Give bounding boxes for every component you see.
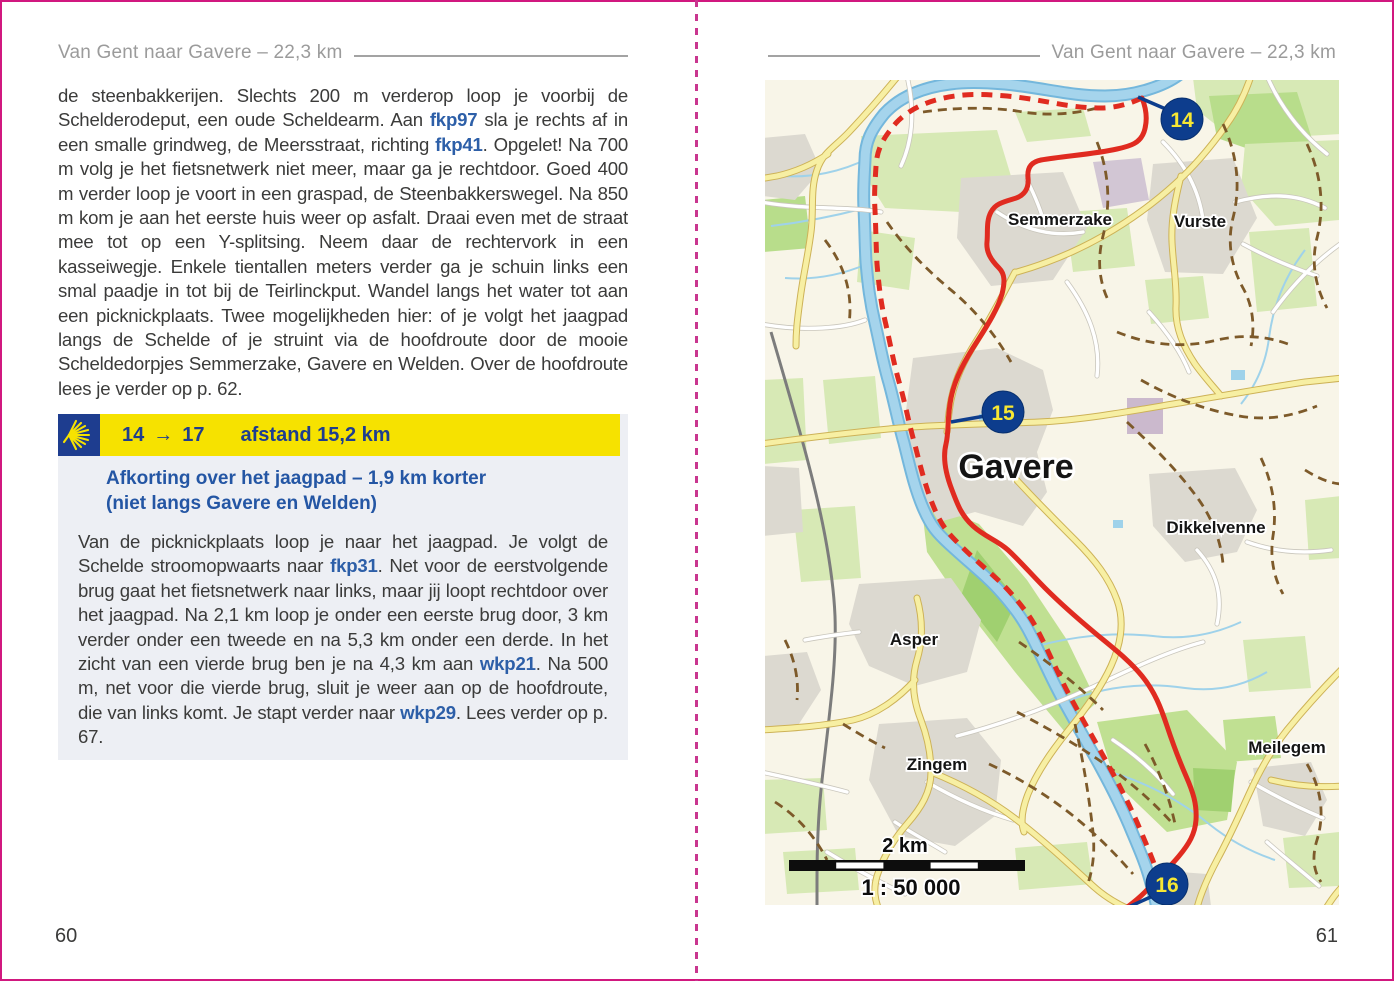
- right-header-rule: [768, 55, 1040, 57]
- town-label-asper: Asper: [889, 630, 939, 649]
- spine-fold-line: [695, 0, 698, 981]
- scale-distance-label: 2 km: [882, 835, 928, 857]
- town-label-gavere: Gavere: [958, 448, 1074, 486]
- shortcut-heading-line1: Afkorting over het jaagpad – 1,9 km korter: [106, 468, 487, 489]
- stage-to: 17: [182, 423, 205, 446]
- shortcut-info-block: [58, 414, 628, 760]
- stage-bar: [58, 414, 620, 456]
- marker-14-label: 14: [1170, 109, 1194, 132]
- stage-distance-label: afstand 15,2 km: [240, 423, 391, 446]
- intro-paragraph: de steenbakkerijen. Slechts 200 m verderop loop je voorbij de Schelderodeput, een oude Scheldearm. Aan fkp97 sla je rechts af in een smalle grindweg, de Meersstraat, richting fkp41. Opgelet! Na 700 m volg je het fietsnetwerk niet meer, maar ga je rechtdoor. Goed 400 m verder loop je voort in een graspad, de Steenbakkerswegel. Na 850 m kom je aan het eerste huis weer op asfalt. Draai even met de straat mee tot op een Y-splitsing. Neem daar de rechtervork in een kasseiwegje. Enkele tientallen meters verder ga je schuin links een smal paadje in tot bij de Teirlinckput. Wandel langs het water tot aan een picknickplaats. Twee mogelijkheden hier: of je volgt het jaagpad langs de Schelde of je struint via de hoofdroute door de mooie Scheldedorpjes Semmerzake, Gavere en Welden. Over de hoofdroute lees je verder op p. 62.: [58, 85, 628, 399]
- route-map: [765, 80, 1339, 905]
- scale-ratio-label: 1 : 50 000: [861, 875, 961, 900]
- left-header-title: Van Gent naar Gavere – 22,3 km: [58, 42, 343, 63]
- marker-15-label: 15: [991, 402, 1015, 425]
- town-label-zingem: Zingem: [906, 755, 968, 774]
- town-label-semmerzake: Semmerzake: [1008, 210, 1112, 229]
- shortcut-heading-line2: (niet langs Gavere en Welden): [106, 493, 378, 514]
- left-page-header: [58, 42, 628, 64]
- marker-16-label: 16: [1155, 874, 1179, 897]
- town-label-meilegem: Meilegem: [1248, 738, 1326, 757]
- right-header-title: Van Gent naar Gavere – 22,3 km: [1051, 42, 1336, 63]
- right-page-header: [768, 42, 1336, 64]
- shortcut-heading: [106, 466, 606, 516]
- page-number-left: 60: [55, 925, 78, 947]
- scale-bar-segment: [931, 863, 978, 869]
- town-label-vurste: Vurste: [1173, 212, 1227, 231]
- arrow-right-icon: →: [153, 423, 174, 446]
- stage-from: 14: [122, 423, 145, 446]
- town-label-dikkelvenne: Dikkelvenne: [1166, 518, 1266, 537]
- page-number-right: 61: [1315, 925, 1338, 947]
- shell-icon-graphic: [62, 418, 96, 452]
- compostela-shell-icon: [58, 414, 100, 456]
- stage-route-label: [122, 424, 391, 447]
- scale-bar-graphic: [789, 860, 1025, 871]
- scale-bar-segment: [836, 863, 883, 869]
- left-header-rule: [354, 55, 628, 57]
- shortcut-paragraph: Van de picknickplaats loop je naar het jaagpad. Je volgt de Schelde stroomopwaarts naar fkp31. Net voor de eerstvolgende brug gaat het fietsnetwerk naar links, maar jij loopt rechtdoor over het jaagpad. Na 2,1 km loop je onder een eerste brug door, 3 km verder onder een tweede en na 5,3 km onder een derde. In het zicht van een vierde brug ben je na 4,3 km aan wkp21. Na 500 m, net voor die vierde brug, sluit je weer aan op de hoofdroute, die van links komt. Je stapt verder naar wkp29. Lees verder op p. 67.: [78, 531, 609, 748]
